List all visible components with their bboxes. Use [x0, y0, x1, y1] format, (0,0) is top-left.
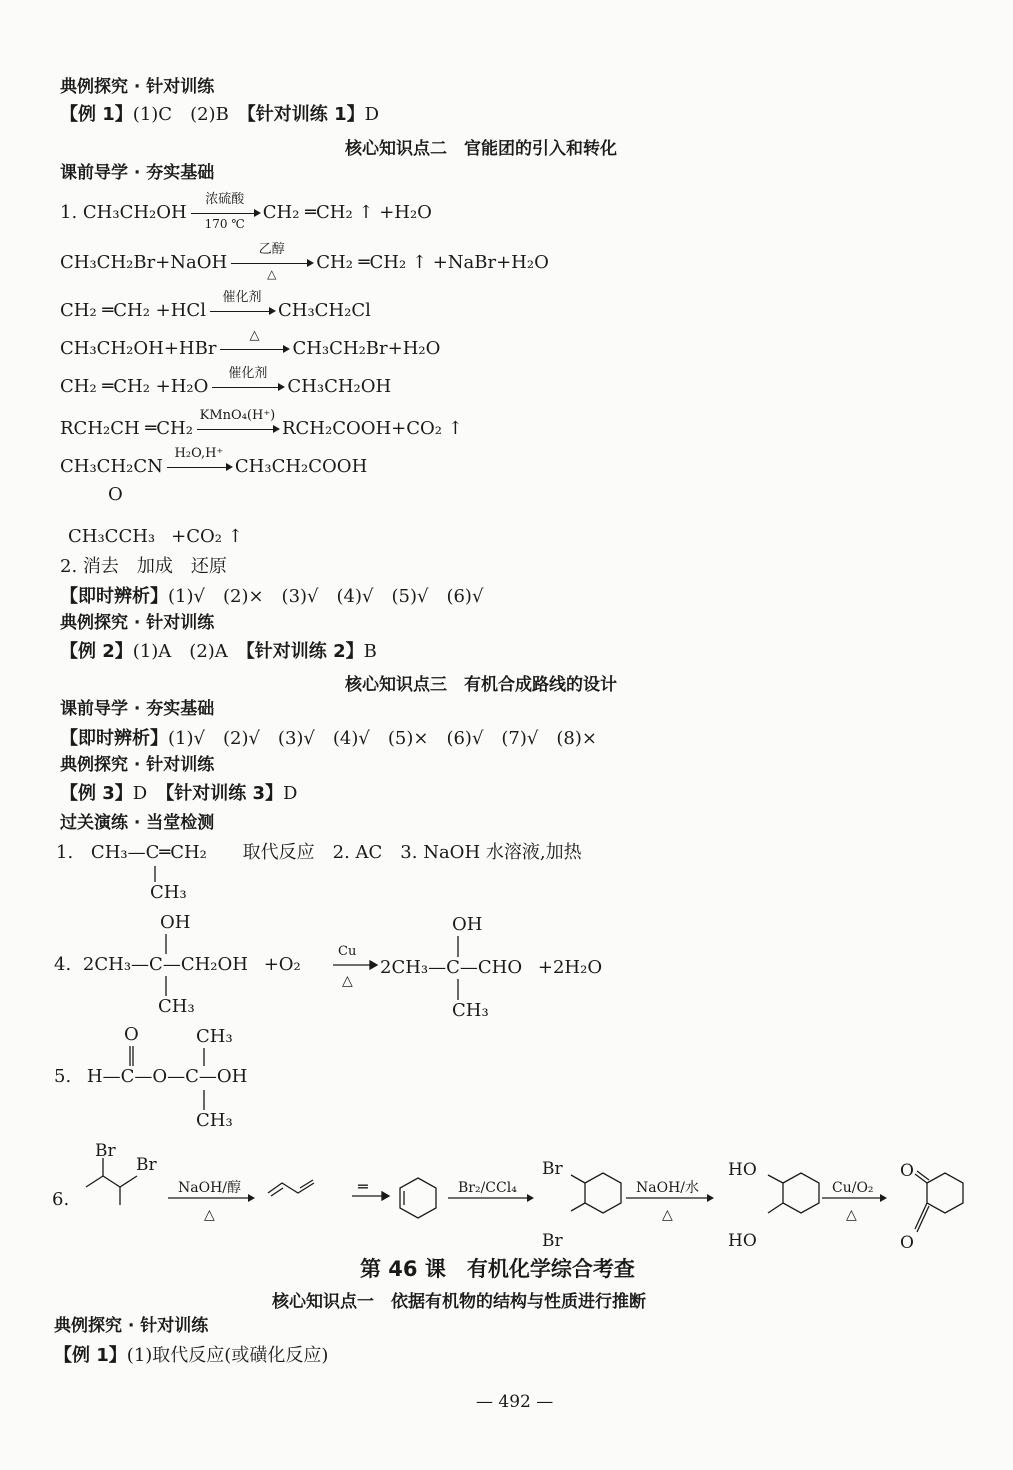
formula-text: +CO₂ ↑: [171, 526, 243, 547]
training-tag: 【针对训练 3】: [165, 783, 284, 804]
bromine-label: Br: [542, 1231, 563, 1251]
reactants: 1. CH₃CH₂OH: [60, 202, 187, 223]
knowledge-point-title: 核心知识点一 依据有机物的结构与性质进行推断: [272, 1292, 646, 1312]
judge-tag: 【即时辨析】: [60, 586, 168, 607]
section-heading: 课前导学 · 夯实基础: [60, 163, 215, 183]
question-number: 4.: [54, 954, 72, 975]
training-tag: 【针对训练 2】: [245, 641, 364, 662]
reaction-condition: 浓硫酸: [205, 192, 245, 207]
heat-symbol: △: [342, 973, 353, 989]
reactants: CH₃CH₂OH+HBr: [60, 338, 217, 359]
methyl-label: CH₃: [158, 996, 195, 1017]
reagent-label: NaOH/水: [636, 1180, 699, 1196]
example-tag: 【例 1】: [54, 1345, 127, 1366]
section-heading: 典例探究 · 针对训练: [60, 755, 215, 775]
formula-text: 2CH₃—C—CH₂OH: [82, 954, 248, 975]
answer-text: (1)取代反应(或磺化反应): [126, 1345, 329, 1366]
hydroxyl-label: HO: [728, 1160, 757, 1180]
carbonyl-oxygen: O: [108, 484, 123, 505]
formula-text: H—C—O—C—OH: [86, 1066, 248, 1087]
training-tag: 【针对训练 1】: [246, 104, 365, 125]
question-number: 6.: [52, 1189, 70, 1210]
formula-text: +2H₂O: [537, 957, 603, 978]
lesson-title: 第 46 课 有机化学综合考查: [360, 1257, 635, 1281]
reactants: CH₂ ═CH₂ +HCl: [60, 300, 206, 321]
answer-text: 取代反应 2. AC 3. NaOH 水溶液,加热: [242, 842, 582, 863]
judge-text: (1)√ (2)√ (3)√ (4)√ (5)× (6)√ (7)√ (8)×: [168, 728, 597, 749]
reaction-condition: 乙醇: [258, 242, 285, 257]
judge-text: (1)√ (2)× (3)√ (4)√ (5)√ (6)√: [168, 586, 484, 607]
methyl-label: CH₃: [196, 1110, 233, 1131]
answer-text: D: [283, 783, 298, 804]
reaction-condition: 170 ℃: [204, 217, 245, 231]
reactants: CH₃CH₂CN: [60, 456, 163, 477]
products: CH₃CH₂Cl: [277, 300, 371, 321]
methyl-label: CH₃: [452, 1000, 489, 1021]
section-heading: 典例探究 · 针对训练: [60, 77, 215, 97]
question-number: 5.: [54, 1066, 72, 1087]
heat-symbol: △: [204, 1207, 215, 1223]
reagent-label: Br₂/CCl₄: [458, 1180, 517, 1196]
carbonyl-oxygen: O: [900, 1233, 914, 1253]
carbonyl-oxygen: O: [124, 1024, 139, 1045]
carbonyl-oxygen: O: [900, 1161, 914, 1181]
hydroxyl-label: OH: [452, 914, 483, 935]
products: CH₃CH₂COOH: [234, 456, 368, 477]
catalyst-label: Cu: [338, 944, 357, 959]
methyl-label: CH₃: [196, 1026, 233, 1047]
reaction-condition: H₂O,H⁺: [174, 446, 224, 461]
products: CH₂ ═CH₂ ↑ +NaBr+H₂O: [316, 252, 549, 273]
hydroxyl-label: OH: [160, 912, 191, 933]
answer-text: (1)A (2)A: [132, 641, 246, 662]
example-tag: 【例 2】: [60, 641, 133, 662]
reactants: RCH₂CH ═CH₂: [60, 418, 193, 439]
arrow-head: [248, 1194, 255, 1202]
arrow-head: [880, 1194, 887, 1202]
formula-text: 2CH₃—C—CHO: [380, 957, 523, 978]
arrow-head: [707, 1194, 714, 1202]
formula-text: CH₃CCH₃: [68, 526, 156, 547]
formula-text: +O₂: [263, 954, 301, 975]
page-number: — 492 —: [476, 1392, 554, 1412]
heat-symbol: △: [846, 1207, 857, 1223]
reaction-condition: KMnO₄(H⁺): [199, 408, 276, 423]
knowledge-point-title: 核心知识点二 官能团的引入和转化: [345, 139, 617, 159]
bromine-label: Br: [542, 1159, 563, 1179]
section-heading: 过关演练 · 当堂检测: [60, 813, 215, 833]
answer-text: (1)C (2)B: [132, 104, 247, 125]
products: CH₂ ═CH₂ ↑ +H₂O: [262, 202, 432, 223]
hydroxyl-label: HO: [728, 1231, 757, 1251]
products: CH₃CH₂Br+H₂O: [292, 338, 441, 359]
question-number: 1.: [56, 842, 74, 863]
reactants: CH₂ ═CH₂ +H₂O: [60, 376, 209, 397]
section-heading: 典例探究 · 针对训练: [54, 1316, 209, 1336]
reactants: CH₃CH₂Br+NaOH: [60, 252, 228, 273]
answer-text: D: [364, 104, 380, 125]
equals-sign: ═: [358, 1177, 368, 1196]
bromine-label: Br: [95, 1141, 116, 1161]
section-heading: 课前导学 · 夯实基础: [60, 699, 215, 719]
reaction-condition: △: [267, 267, 277, 281]
products: RCH₂COOH+CO₂ ↑: [281, 418, 463, 439]
item-2: 2. 消去 加成 还原: [60, 556, 227, 577]
judge-tag: 【即时辨析】: [60, 728, 168, 749]
bromine-label: Br: [136, 1155, 157, 1175]
heat-symbol: △: [662, 1207, 673, 1223]
example-tag: 【例 3】: [60, 783, 133, 804]
reaction-condition: 催化剂: [228, 366, 268, 381]
products: CH₃CH₂OH: [287, 376, 392, 397]
branch-methyl: CH₃: [150, 882, 187, 903]
arrow-head: [527, 1194, 534, 1202]
answer-text: B: [363, 641, 377, 662]
section-heading: 典例探究 · 针对训练: [60, 613, 215, 633]
reaction-condition: △: [249, 328, 260, 343]
answer-text: D: [132, 783, 166, 804]
reaction-condition: 催化剂: [222, 290, 262, 305]
answer-line: [54, 1345, 328, 1367]
knowledge-point-title: 核心知识点三 有机合成路线的设计: [345, 675, 617, 695]
example-tag: 【例 1】: [60, 104, 133, 125]
reagent-label: NaOH/醇: [178, 1180, 241, 1196]
formula-text: CH₃—C═CH₂: [90, 842, 207, 863]
reagent-label: Cu/O₂: [832, 1180, 874, 1196]
